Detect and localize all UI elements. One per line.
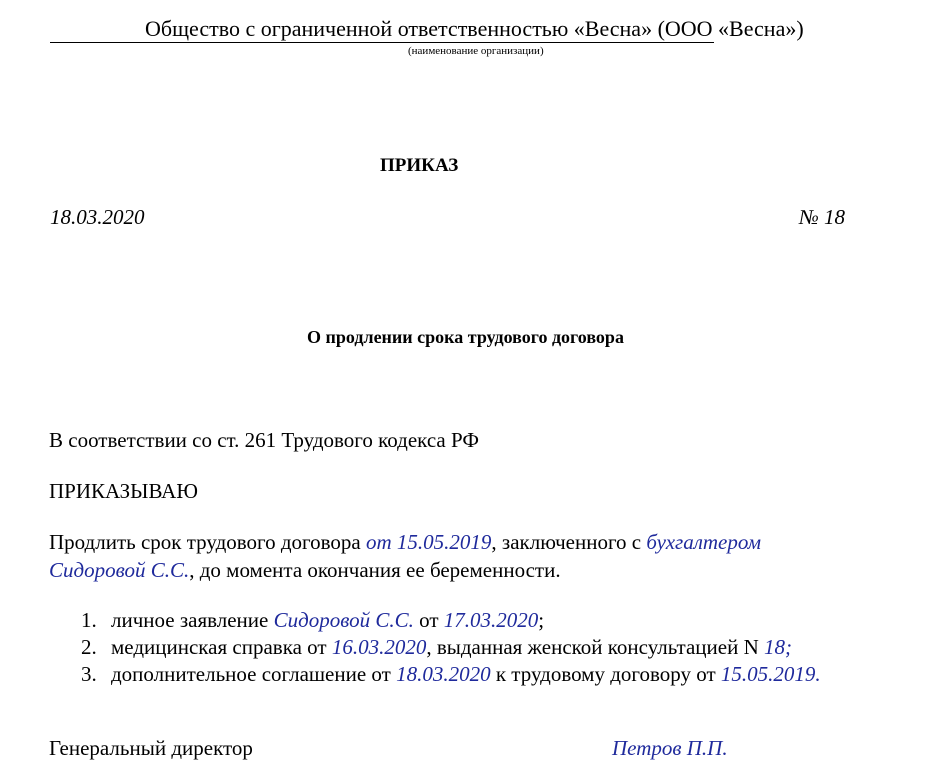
list-text: к трудовому договору от — [490, 662, 721, 686]
list-filled-value: Сидоровой С.С. — [273, 608, 414, 632]
employee-name: Сидоровой С.С. — [49, 558, 190, 582]
order-number: № 18 — [799, 205, 846, 229]
list-text: дополнительное соглашение от — [111, 662, 397, 686]
list-filled-value: 18.03.2020 — [396, 662, 491, 686]
list-text: , выданная женской консультацией N — [426, 635, 764, 659]
list-number: 2. — [81, 635, 97, 659]
order-subject: О продлении срока трудового договора — [307, 327, 624, 347]
list-filled-value: 16.03.2020 — [331, 635, 427, 659]
list-text: личное заявление — [111, 608, 274, 632]
organization-underline — [50, 42, 714, 43]
list-text: ; — [538, 608, 545, 632]
organization-name: Общество с ограниченной ответственностью «Весна» (ООО «Весна») — [145, 16, 804, 41]
legal-basis: В соответствии со ст. 261 Трудового кодекса РФ — [49, 428, 479, 452]
document-title: ПРИКАЗ — [380, 155, 459, 176]
employee-position: бухгалтером — [646, 530, 761, 554]
paragraph-text: Продлить срок трудового договора — [49, 530, 366, 554]
list-number: 3. — [81, 662, 97, 686]
order-paragraph-line-1 — [49, 530, 761, 555]
list-item — [81, 662, 821, 687]
list-text: от — [413, 608, 444, 632]
paragraph-text: , до момента окончания ее беременности. — [189, 558, 561, 582]
contract-date: от 15.05.2019 — [366, 530, 492, 554]
list-filled-value: 18; — [764, 635, 792, 659]
order-word: ПРИКАЗЫВАЮ — [49, 479, 198, 503]
organization-caption: (наименование организации) — [408, 45, 544, 57]
signatory-name: Петров П.П. — [612, 736, 728, 760]
paragraph-text: , заключенного с — [491, 530, 647, 554]
list-item — [81, 635, 792, 660]
order-paragraph-line-2 — [49, 558, 561, 583]
list-item — [81, 608, 544, 633]
list-filled-value: 17.03.2020 — [443, 608, 539, 632]
signatory-position: Генеральный директор — [49, 736, 253, 760]
list-text: медицинская справка от — [111, 635, 332, 659]
list-number: 1. — [81, 608, 97, 632]
order-date: 18.03.2020 — [50, 205, 145, 229]
list-filled-value: 15.05.2019. — [720, 662, 821, 686]
